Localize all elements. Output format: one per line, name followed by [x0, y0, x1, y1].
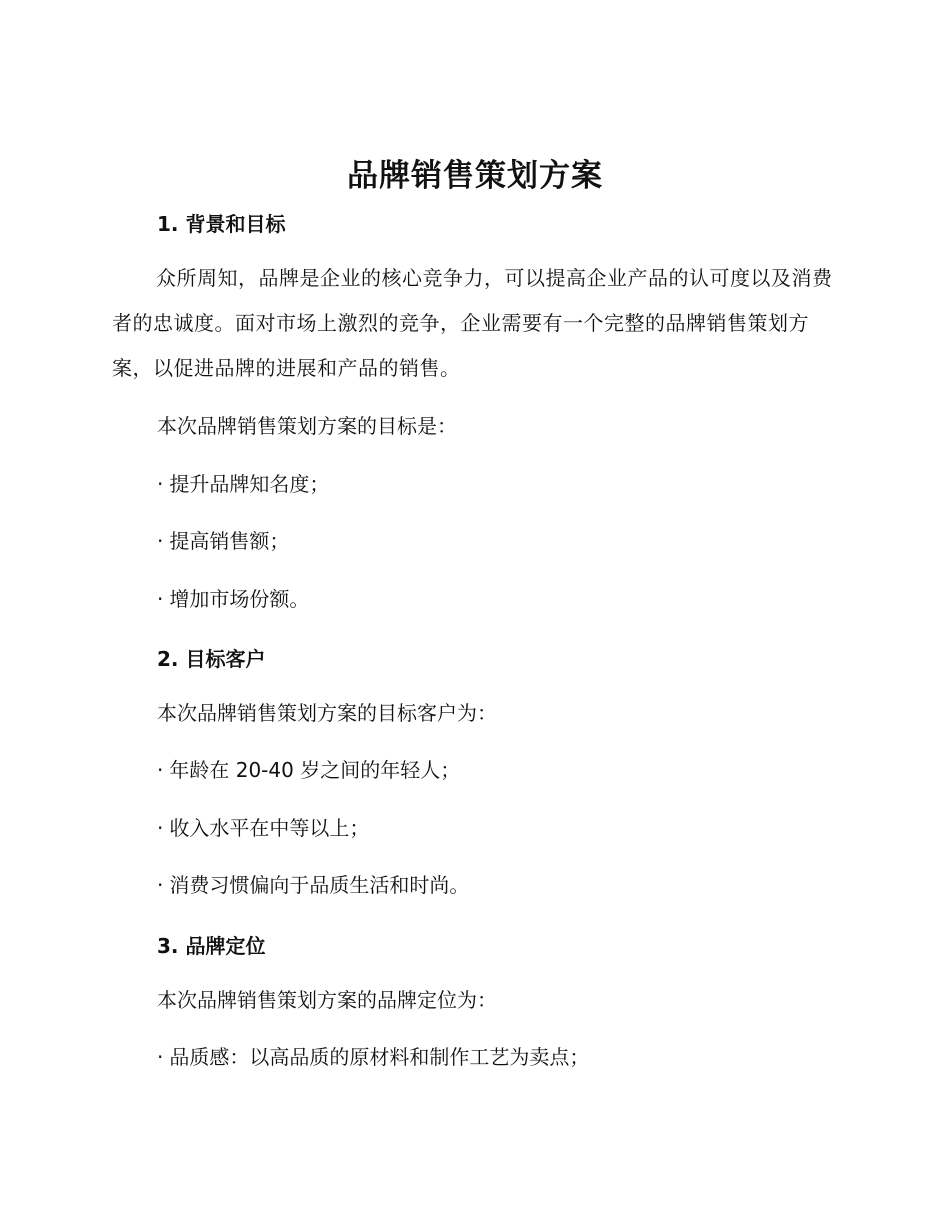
- bullet-icon: ·: [157, 873, 164, 897]
- positioning-intro: 本次品牌销售策划方案的品牌定位为：: [157, 988, 497, 1012]
- section-heading-brand-positioning: 3. 品牌定位: [157, 934, 266, 958]
- list-item: [157, 1042, 589, 1072]
- list-item-text: 增加市场份额。: [169, 587, 310, 611]
- list-item: [157, 813, 369, 843]
- bullet-icon: ·: [157, 816, 164, 840]
- list-item-text: 年龄在 20-40 岁之间的年轻人；: [169, 758, 461, 782]
- goals-intro: 本次品牌销售策划方案的目标是：: [157, 414, 457, 438]
- list-item: [157, 526, 289, 556]
- section-heading-background: 1. 背景和目标: [157, 212, 286, 236]
- bullet-icon: ·: [157, 587, 164, 611]
- background-paragraph: 众所周知，品牌是企业的核心竞争力，可以提高企业产品的认可度以及消费者的忠诚度。面对市场上激烈的竞争，企业需要有一个完整的品牌销售策划方案，以促进品牌的进展和产品的销售。: [112, 266, 833, 380]
- bullet-icon: ·: [157, 758, 164, 782]
- list-item-text: 收入水平在中等以上；: [169, 816, 370, 840]
- list-item-text: 提升品牌知名度；: [169, 472, 330, 496]
- list-item: [157, 755, 460, 785]
- list-item-text: 消费习惯偏向于品质生活和时尚。: [169, 873, 470, 897]
- list-item: [157, 870, 469, 900]
- bullet-icon: ·: [157, 1045, 164, 1069]
- section-heading-target-customers: 2. 目标客户: [157, 647, 266, 671]
- customers-intro: 本次品牌销售策划方案的目标客户为：: [157, 701, 497, 725]
- list-item-text: 提高销售额；: [169, 529, 290, 553]
- list-item: [157, 469, 329, 499]
- document-title: 品牌销售策划方案: [347, 158, 603, 194]
- bullet-icon: ·: [157, 529, 164, 553]
- bullet-icon: ·: [157, 472, 164, 496]
- list-item: [157, 584, 309, 614]
- list-item-text: 品质感：以高品质的原材料和制作工艺为卖点；: [169, 1045, 590, 1069]
